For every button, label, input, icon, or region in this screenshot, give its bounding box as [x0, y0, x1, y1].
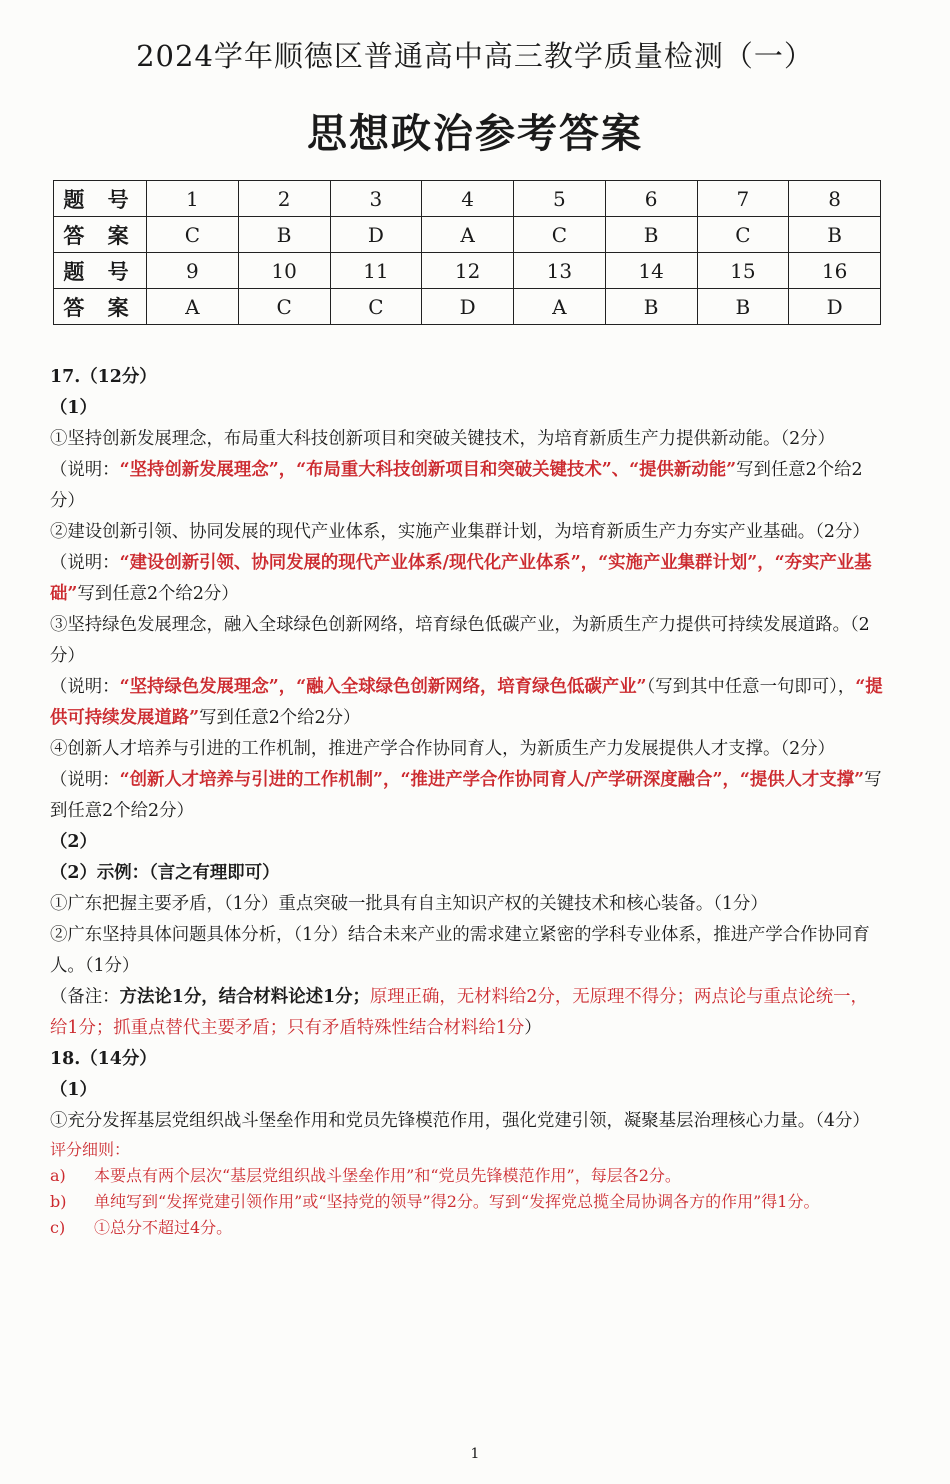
question-number: 5: [514, 181, 606, 217]
note-suffix: 写到任意2个给2分）: [50, 770, 882, 821]
answer-cell: C: [147, 217, 239, 253]
answer-table: [53, 180, 881, 325]
q17-note-4: [50, 765, 884, 827]
rule-item: [50, 1163, 884, 1189]
note-keywords: “提供可持续发展道路”: [50, 677, 883, 728]
answer-content: [50, 362, 884, 1241]
table-row: [54, 289, 881, 325]
q17-heading: 17.（12分）: [50, 367, 157, 387]
exam-title: 2024学年顺德区普通高中高三教学质量检测（一）: [136, 39, 814, 73]
note-prefix: （说明：: [50, 677, 120, 697]
page-number: 1: [470, 1446, 480, 1462]
answer-cell: C: [238, 289, 330, 325]
rule-item: [50, 1189, 884, 1215]
q17-example-1: ①广东把握主要矛盾，（1分）重点突破一批具有自主知识产权的关键技术和核心装备。（1分）: [50, 894, 768, 914]
note-suffix: 写到任意2个给2分）: [199, 708, 361, 728]
table-row: [54, 217, 881, 253]
question-number: 13: [514, 253, 606, 289]
question-number: 4: [422, 181, 514, 217]
rules-label: 评分细则：: [50, 1140, 131, 1159]
answer-cell: A: [147, 289, 239, 325]
rule-item-label: b): [50, 1192, 67, 1211]
question-number: 2: [238, 181, 330, 217]
answer-cell: D: [330, 217, 422, 253]
note-prefix: （说明：: [50, 460, 120, 480]
q17-note-3: [50, 672, 884, 734]
question-number: 6: [605, 181, 697, 217]
table-row: [54, 253, 881, 289]
q17-part1-label: （1）: [50, 398, 97, 418]
question-number: 8: [789, 181, 881, 217]
remark-prefix: （备注：: [50, 987, 120, 1007]
q17-part2-label: （2）: [50, 832, 97, 852]
question-number: 15: [697, 253, 789, 289]
q17-point-1: ①坚持创新发展理念，布局重大科技创新项目和突破关键技术，为培育新质生产力提供新动能。（2分）: [50, 429, 835, 449]
main-title: 思想政治参考答案: [307, 111, 643, 157]
question-number: 14: [605, 253, 697, 289]
remark-red: 原理正确，无材料给2分，无原理不得分；两点论与重点论统一，给1分；抓重点替代主要矛盾；只有矛盾特殊性结合材料给1分: [50, 987, 868, 1038]
q17-remark: [50, 982, 884, 1044]
rule-item-label: a): [50, 1166, 66, 1185]
q17-note-1: [50, 455, 884, 517]
note-keywords: “坚持绿色发展理念”，“融入全球绿色创新网络，培育绿色低碳产业”: [119, 677, 647, 697]
note-keywords: “建设创新引领、协同发展的现代产业体系/现代化产业体系”，“实施产业集群计划”，“夯实产业基础”: [50, 553, 872, 604]
question-number: 16: [789, 253, 881, 289]
answer-cell: A: [514, 289, 606, 325]
answer-cell: B: [605, 289, 697, 325]
rule-item-text: ①总分不超过4分。: [94, 1218, 233, 1237]
answer-cell: D: [422, 289, 514, 325]
q17-point-2: ②建设创新引领、协同发展的现代产业体系，实施产业集群计划，为培育新质生产力夯实产业基础。（2分）: [50, 522, 870, 542]
answer-cell: C: [514, 217, 606, 253]
question-number: 3: [330, 181, 422, 217]
q17-point-3: ③坚持绿色发展理念，融入全球绿色创新网络，培育绿色低碳产业，为新质生产力提供可持续发展道路。（2分）: [50, 615, 870, 666]
rule-item-label: c): [50, 1218, 66, 1237]
answer-cell: A: [422, 217, 514, 253]
answer-cell: B: [605, 217, 697, 253]
q18-part1-label: （1）: [50, 1080, 97, 1100]
q17-point-4: ④创新人才培养与引进的工作机制，推进产学合作协同育人，为新质生产力发展提供人才支撑。（2分）: [50, 739, 835, 759]
rule-item-text: 本要点有两个层次“基层党组织战斗堡垒作用”和“党员先锋模范作用”，每层各2分。: [94, 1166, 681, 1185]
answer-cell: B: [238, 217, 330, 253]
question-number: 1: [147, 181, 239, 217]
answer-label: 答 案: [54, 289, 147, 325]
question-number: 7: [697, 181, 789, 217]
question-number: 9: [147, 253, 239, 289]
note-keywords: “坚持创新发展理念”，“布局重大科技创新项目和突破关键技术”、“提供新动能”: [119, 460, 737, 480]
q17-note-2: [50, 548, 884, 610]
question-number: 10: [238, 253, 330, 289]
rule-item-text: 单纯写到“发挥党建引领作用”或“坚持党的领导”得2分。写到“发挥党总揽全局协调各方的作用”得1分。: [94, 1192, 820, 1211]
remark-bold: 方法论1分，结合材料论述1分；: [119, 987, 370, 1007]
answer-cell: C: [697, 217, 789, 253]
remark-suffix: ）: [524, 1018, 542, 1038]
q18-heading: 18.（14分）: [50, 1049, 157, 1069]
answer-cell: D: [789, 289, 881, 325]
question-number: 11: [330, 253, 422, 289]
answer-cell: B: [697, 289, 789, 325]
note-keywords: “创新人才培养与引进的工作机制”，“推进产学合作协同育人/产学研深度融合”，“提供人才支撑”: [119, 770, 865, 790]
note-suffix: 写到任意2个给2分）: [50, 460, 863, 511]
question-label: 题 号: [54, 181, 147, 217]
answer-cell: B: [789, 217, 881, 253]
note-suffix: 写到任意2个给2分）: [77, 584, 239, 604]
question-number: 12: [422, 253, 514, 289]
note-middle: （写到其中任意一句即可），: [646, 677, 856, 697]
answer-label: 答 案: [54, 217, 147, 253]
table-row: [54, 181, 881, 217]
answer-cell: C: [330, 289, 422, 325]
note-prefix: （说明：: [50, 553, 120, 573]
q17-example-label: （2）示例：（言之有理即可）: [50, 863, 280, 883]
question-label: 题 号: [54, 253, 147, 289]
q17-example-2: ②广东坚持具体问题具体分析，（1分）结合未来产业的需求建立紧密的学科专业体系，推进产学合作协同育人。（1分）: [50, 925, 870, 976]
q18-point-1: ①充分发挥基层党组织战斗堡垒作用和党员先锋模范作用，强化党建引领，凝聚基层治理核心力量。（4分）: [50, 1111, 870, 1131]
rule-item: [50, 1215, 884, 1241]
note-prefix: （说明：: [50, 770, 120, 790]
